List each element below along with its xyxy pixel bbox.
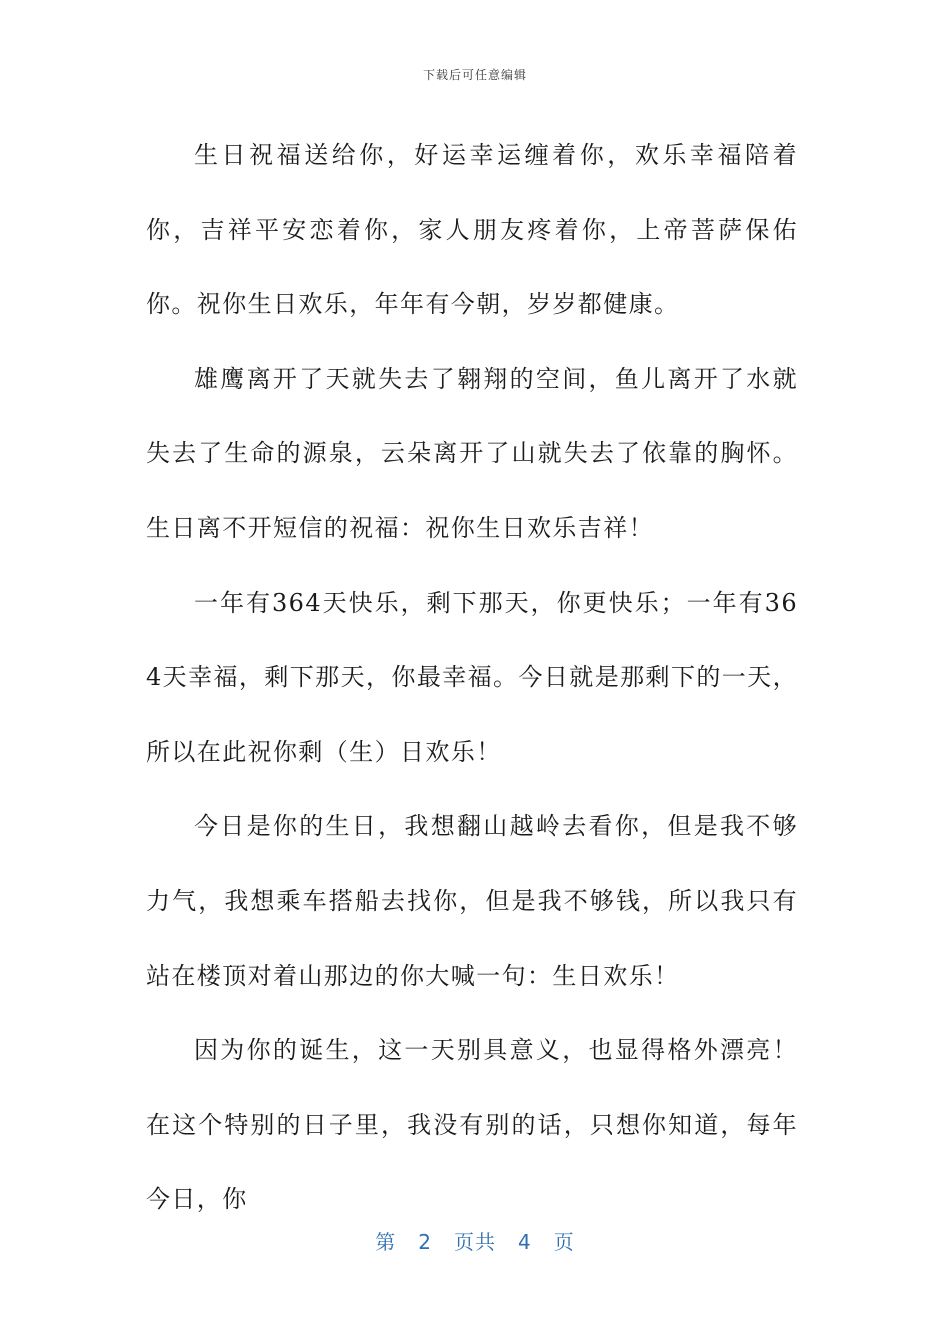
body-text bbox=[146, 118, 798, 1237]
paragraph-1: 生日祝福送给你，好运幸运缠着你，欢乐幸福陪着你，吉祥平安恋着你，家人朋友疼着你，上帝菩萨保佑你。祝你生日欢乐，年年有今朝，岁岁都健康。 bbox=[146, 141, 798, 319]
paragraph-5: 因为你的诞生，这一天别具意义，也显得格外漂亮！在这个特别的日子里，我没有别的话，只想你知道，每年今日，你 bbox=[146, 1036, 798, 1214]
paragraph-4: 今日是你的生日，我想翻山越岭去看你，但是我不够力气，我想乘车搭船去找你，但是我不够钱，所以我只有站在楼顶对着山那边的你大喊一句：生日欢乐！ bbox=[146, 812, 798, 990]
footer-current-page: 2 bbox=[418, 1230, 432, 1254]
header-note: 下载后可任意编辑 bbox=[422, 68, 527, 82]
paragraph-3: 一年有364天快乐，剩下那天，你更快乐；一年有364天幸福，剩下那天，你最幸福。今日就是那剩下的一天，所以在此祝你剩（生）日欢乐！ bbox=[146, 588, 798, 766]
page-footer bbox=[0, 1226, 950, 1255]
footer-suffix: 页 bbox=[553, 1230, 575, 1254]
footer-total-pages: 4 bbox=[518, 1230, 532, 1254]
footer-middle: 页共 bbox=[454, 1230, 496, 1254]
footer-prefix: 第 bbox=[375, 1230, 397, 1254]
paragraph-2: 雄鹰离开了天就失去了翱翔的空间，鱼儿离开了水就失去了生命的源泉，云朵离开了山就失去了依靠的胸怀。生日离不开短信的祝福：祝你生日欢乐吉祥！ bbox=[146, 364, 798, 542]
